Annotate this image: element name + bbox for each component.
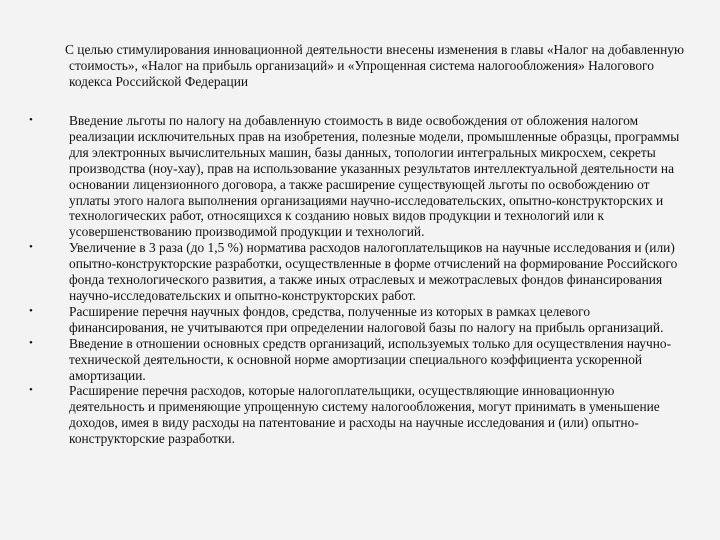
bullet-text: Увеличение в 3 раза (до 1,5 %) норматива расходов налогоплательщиков на научные исследования и (или) опытно-конструкторские разработки, осуществленные в форме отчислений на формирование Российского фонда технологического развития, а также иных отраслевых и межотраслевых фондов финансирования научно-исследовательских и опытно-конструкторских работ. [69, 240, 678, 303]
bullet-item [0, 304, 691, 336]
bullet-item [0, 383, 691, 447]
bullet-icon: • [29, 336, 33, 349]
bullet-icon: • [29, 304, 33, 317]
bullet-list [0, 113, 720, 447]
bullet-item [0, 113, 691, 240]
bullet-text: Введение в отношении основных средств организаций, используемых только для осуществления научно-технической деятельности, к основной норме амортизации специального коэффициента ускоренной амортизации. [69, 335, 672, 383]
bullet-text: Введение льготы по налогу на добавленную стоимость в виде освобождения от обложения налогом реализации исключительных прав на изобретения, полезные модели, промышленные образцы, программы для электронных вычислительных машин, базы данных, топологии интегральных микросхем, секреты производства (ноу-хау), прав на использование указанных результатов интеллектуальной деятельности на основании лицензионного договора, а также расширение существующей льготы по освобождению от уплаты этого налога выполнения организациями научно-исследовательских, опытно-конструкторских и технологических работ, относящихся к созданию новых видов продукции и технологий или к усовершенствованию производимой продукции и технологий. [69, 113, 680, 240]
bullet-text: Расширение перечня расходов, которые налогоплательщики, осуществляющие инновационную деятельность и применяющие упрощенную систему налогообложения, могут принимать в уменьшение доходов, имея в виду расходы на патентование и расходы на научные исследования и (или) опытно-конструкторские разработки. [69, 383, 660, 447]
bullet-icon: • [29, 241, 33, 254]
bullet-text: Расширение перечня научных фондов, средства, полученные из которых в рамках целевого финансирования, не учитываются при определении налоговой базы по налогу на прибыль организаций. [69, 303, 664, 335]
bullet-icon: • [29, 384, 33, 397]
bullet-icon: • [29, 114, 33, 126]
bullet-item [0, 240, 691, 304]
bullet-item [0, 336, 691, 384]
intro-paragraph: С целью стимулирования инновационной деятельности внесены изменения в главы «Налог на добавленную стоимость», «Налог на прибыль организаций» и «Упрощенная система налогообложения» Налогового кодекса Российской Федерации [65, 42, 684, 89]
